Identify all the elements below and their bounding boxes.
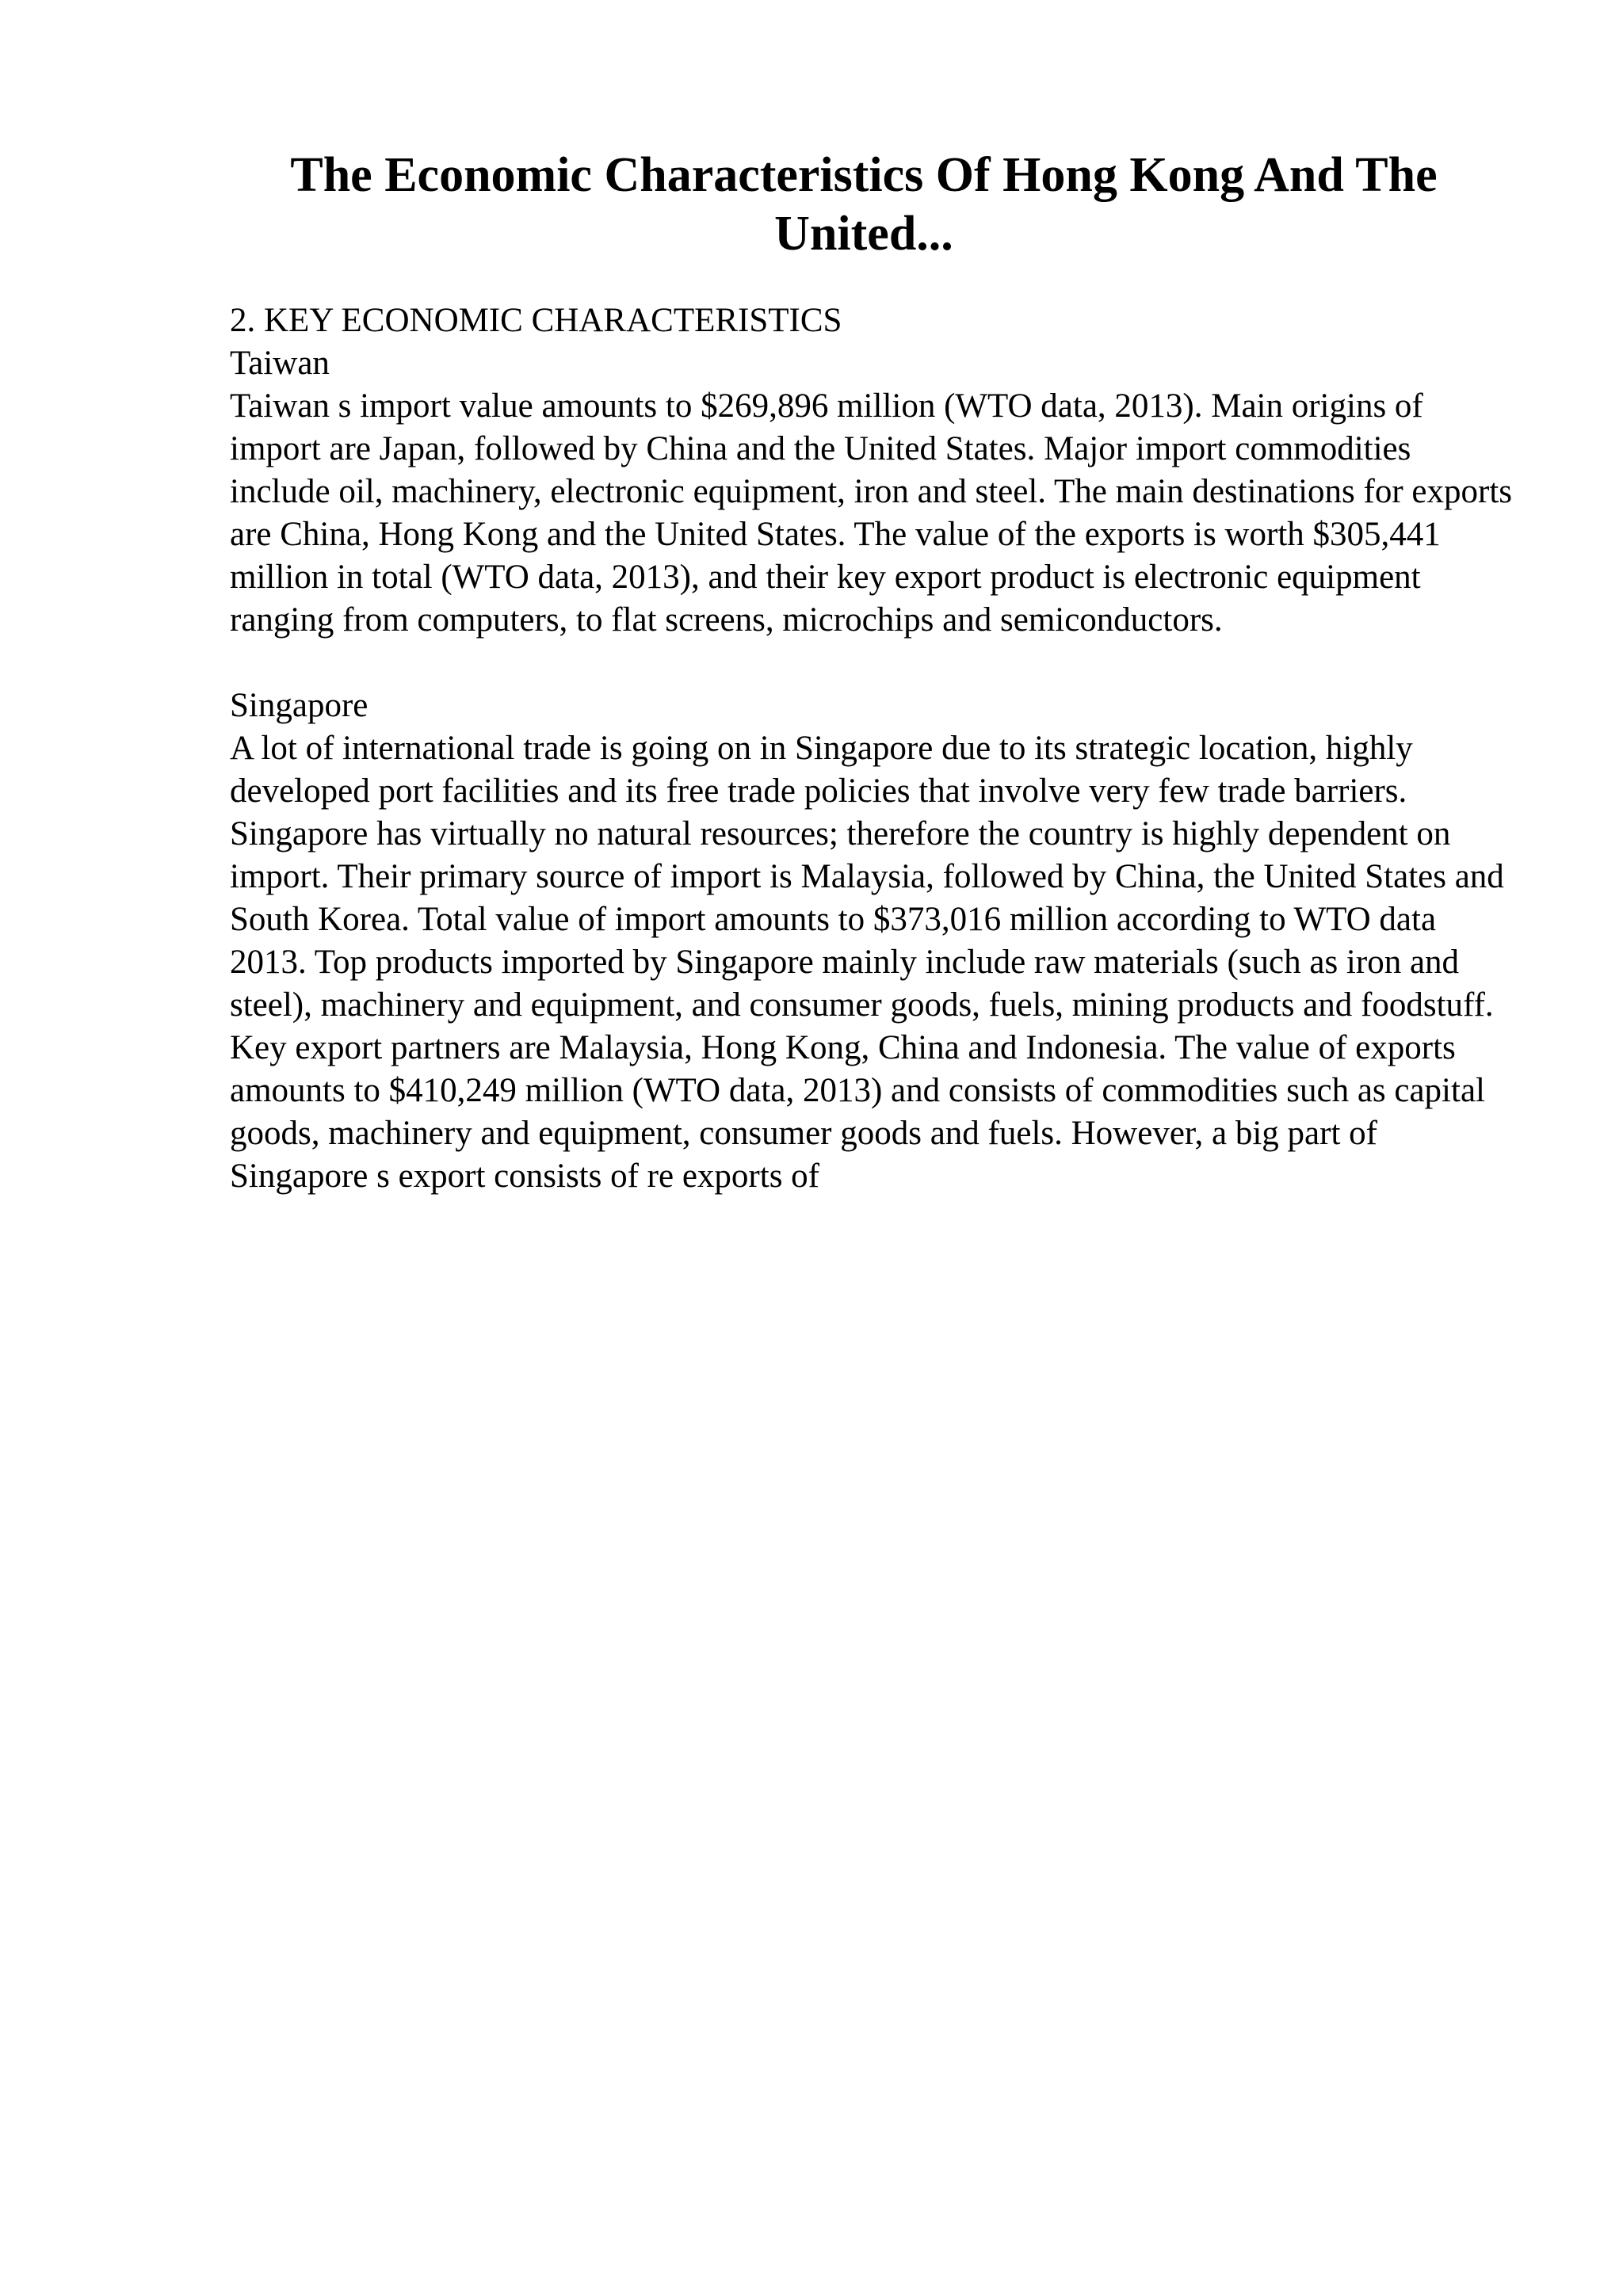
taiwan-heading: Taiwan bbox=[230, 345, 330, 382]
taiwan-paragraph: Taiwan s import value amounts to $269,896 million (WTO data, 2013). Main origins of import are Japan, followed by China and the United States. Major import commodities include oil, machinery, electronic equipment, iron and steel. The main destinations for exports are China, Hong Kong and the United States. The value of the exports is worth $305,441 million in total (WTO data, 2013), and their key export product is electronic equipment ranging from computers, to flat screens, microchips and semiconductors. bbox=[230, 387, 1513, 639]
document-title: The Economic Characteristics Of Hong Kong And The United... bbox=[290, 148, 1438, 261]
singapore-paragraph: A lot of international trade is going on in Singapore due to its strategic location, highly developed port facilities and its free trade policies that involve very few trade barriers. Singapore has virtually no natural resources; therefore the country is highly dependent on import. Their primary source of import is Malaysia, followed by China, the United States and South Korea. Total value of import amounts to $373,016 million according to WTO data 2013. Top products imported by Singapore mainly include raw materials (such as iron and steel), machinery and equipment, and consumer goods, fuels, mining products and foodstuff. Key export partners are Malaysia, Hong Kong, China and Indonesia. The value of exports amounts to $410,249 million (WTO data, 2013) and consists of commodities such as capital goods, machinery and equipment, consumer goods and fuels. However, a big part of Singapore s export consists of re exports of bbox=[230, 730, 1504, 1195]
section-heading: 2. KEY ECONOMIC CHARACTERISTICS bbox=[230, 302, 842, 339]
document-body bbox=[230, 299, 1514, 1198]
singapore-heading: Singapore bbox=[230, 687, 369, 724]
paragraph-spacer bbox=[230, 642, 1514, 685]
